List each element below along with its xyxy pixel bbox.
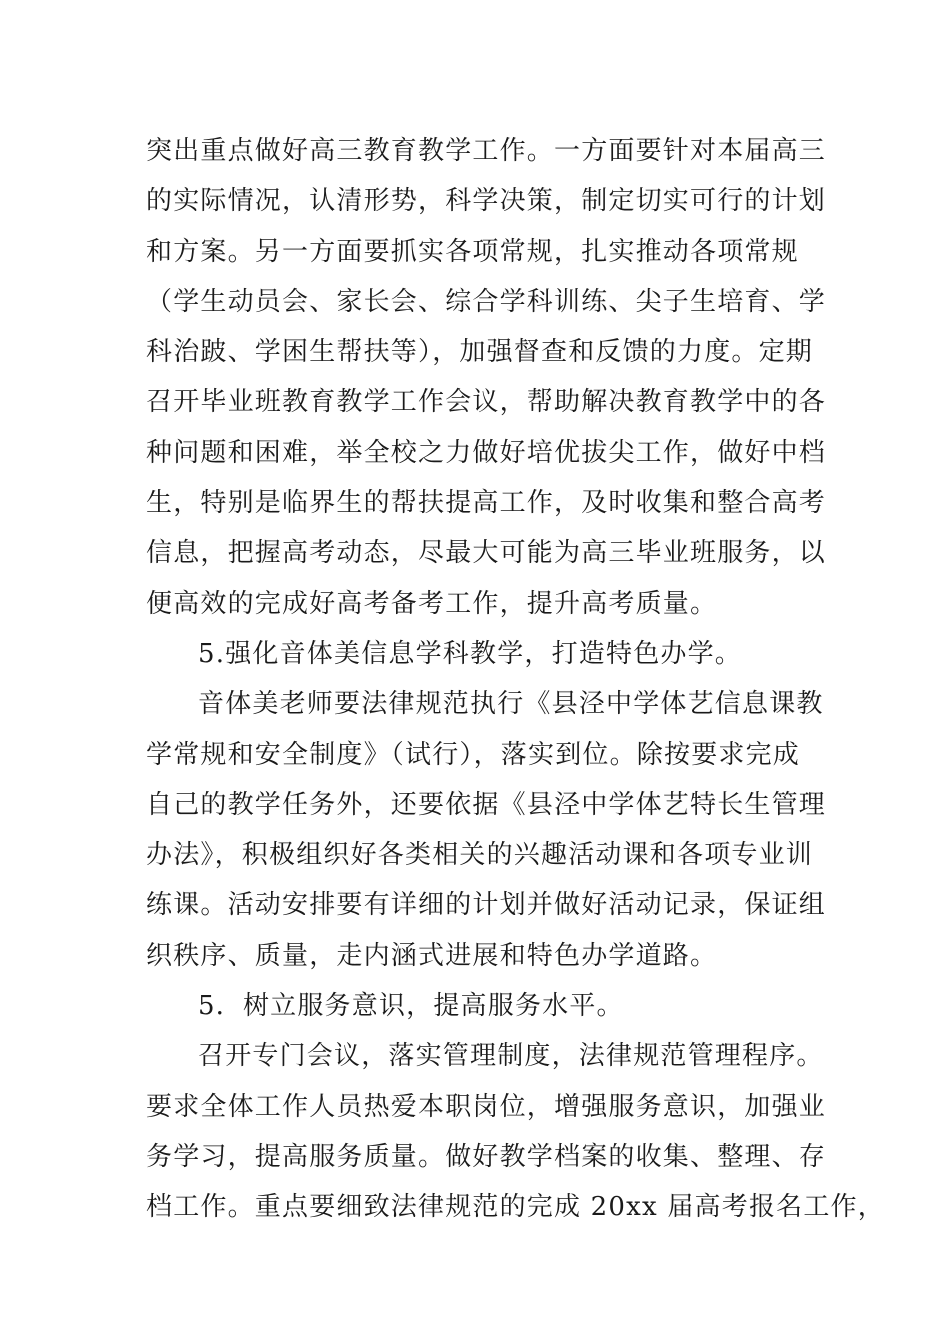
text-line: 办法》，积极组织好各类相关的兴趣活动课和各项专业训 bbox=[146, 840, 814, 871]
text-line: 自己的教学任务外，还要依据《县泾中学体艺特长生管理 bbox=[146, 789, 827, 820]
text-line: 召开专门会议，落实管理制度，法律规范管理程序。 bbox=[198, 1041, 824, 1072]
text-line: 科治跛、学困生帮扶等），加强督查和反馈的力度。定期 bbox=[146, 337, 814, 368]
text-line: 织秩序、质量，走内涵式进展和特色办学道路。 bbox=[146, 940, 718, 971]
text-line: 召开毕业班教育教学工作会议，帮助解决教育教学中的各 bbox=[146, 387, 827, 418]
text-line: 务学习，提高服务质量。做好教学档案的收集、整理、存 bbox=[146, 1141, 827, 1172]
text-line: 便高效的完成好高考备考工作，提升高考质量。 bbox=[146, 588, 718, 619]
text-line: 种问题和困难，举全校之力做好培优拔尖工作，做好中档 bbox=[146, 437, 827, 468]
text-line: 5.强化音体美信息学科教学，打造特色办学。 bbox=[198, 638, 743, 669]
text-line: 的实际情况，认清形势，科学决策，制定切实可行的计划 bbox=[146, 186, 827, 217]
text-line: 和方案。另一方面要抓实各项常规，扎实推动各项常规 bbox=[146, 236, 799, 267]
document-body-text bbox=[146, 126, 885, 1233]
text-line: 档工作。重点要细致法律规范的完成 20xx 届高考报名工作， bbox=[146, 1192, 885, 1223]
text-line: 要求全体工作人员热爱本职岗位，增强服务意识，加强业 bbox=[146, 1091, 827, 1122]
text-line: 学常规和安全制度》（试行），落实到位。除按要求完成 bbox=[146, 739, 801, 770]
text-line: 5．树立服务意识，提高服务水平。 bbox=[198, 991, 624, 1022]
text-line: 突出重点做好高三教育教学工作。一方面要针对本届高三 bbox=[146, 136, 827, 166]
text-line: 生，特别是临界生的帮扶提高工作，及时收集和整合高考 bbox=[146, 488, 827, 519]
text-line: 练课。活动安排要有详细的计划并做好活动记录，保证组 bbox=[146, 890, 827, 921]
text-line: （学生动员会、家长会、综合学科训练、尖子生培育、学 bbox=[146, 286, 827, 317]
text-line: 信息，把握高考动态，尽最大可能为高三毕业班服务，以 bbox=[146, 538, 827, 569]
text-line: 音体美老师要法律规范执行《县泾中学体艺信息课教 bbox=[198, 689, 824, 720]
